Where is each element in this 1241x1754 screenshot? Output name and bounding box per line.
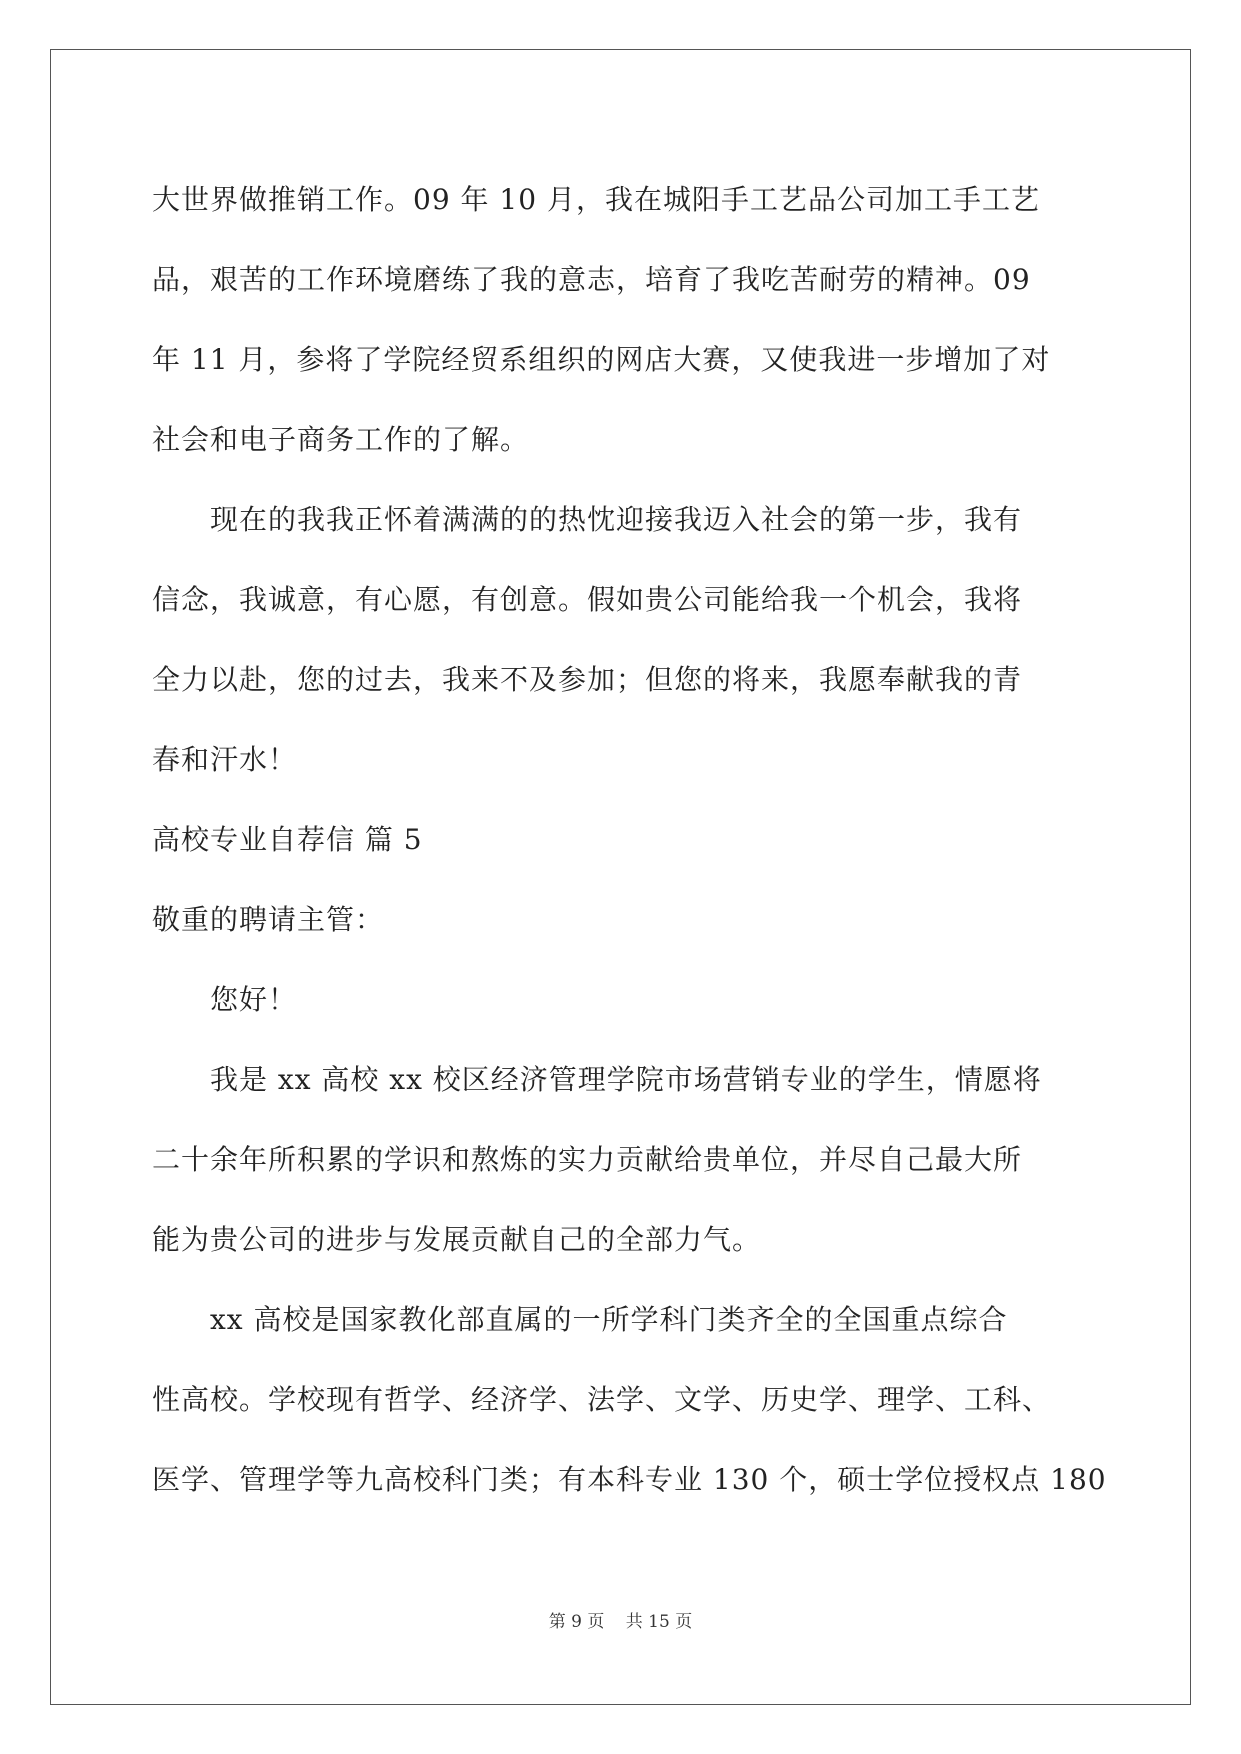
- text-line: 年 11 月，参将了学院经贸系组织的网店大赛，又使我进一步增加了对: [152, 343, 1051, 376]
- page-total: 共 15 页: [625, 1612, 693, 1632]
- text-line: xx 高校是国家教化部直属的一所学科门类齐全的全国重点综合: [210, 1303, 1008, 1336]
- text-line: 现在的我我正怀着满满的的热忱迎接我迈入社会的第一步，我有: [210, 503, 1023, 536]
- page-footer: [0, 1610, 1241, 1634]
- text-line: 我是 xx 高校 xx 校区经济管理学院市场营销专业的学生，情愿将: [210, 1063, 1042, 1096]
- salutation: 敬重的聘请主管：: [152, 903, 385, 936]
- text-line: 全力以赴，您的过去，我来不及参加；但您的将来，我愿奉献我的青: [152, 663, 1023, 696]
- text-line: 社会和电子商务工作的了解。: [152, 423, 530, 456]
- text-line: 春和汗水！: [152, 743, 298, 776]
- text-line: 品，艰苦的工作环境磨练了我的意志，培育了我吃苦耐劳的精神。09: [152, 263, 1031, 296]
- document-body: [152, 160, 1107, 1520]
- text-line: 性高校。学校现有哲学、经济学、法学、文学、历史学、理学、工科、: [152, 1383, 1052, 1416]
- page-number: 第 9 页: [548, 1612, 605, 1632]
- text-line: 信念，我诚意，有心愿，有创意。假如贵公司能给我一个机会，我将: [152, 583, 1023, 616]
- section-heading: 高校专业自荐信 篇 5: [152, 823, 423, 856]
- text-line: 大世界做推销工作。09 年 10 月，我在城阳手工艺品公司加工手工艺: [152, 183, 1040, 216]
- text-line: 医学、管理学等九高校科门类；有本科专业 130 个，硕士学位授权点 180: [152, 1463, 1107, 1496]
- text-line: 能为贵公司的进步与发展贡献自己的全部力气。: [152, 1223, 762, 1256]
- text-line: 二十余年所积累的学识和熬炼的实力贡献给贵单位，并尽自己最大所: [152, 1143, 1023, 1176]
- greeting: 您好！: [210, 983, 298, 1016]
